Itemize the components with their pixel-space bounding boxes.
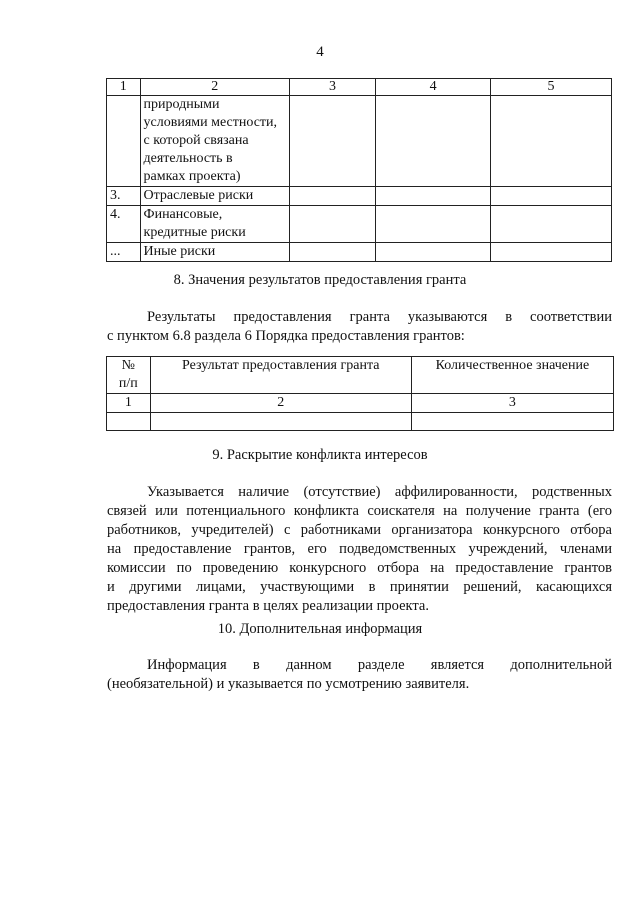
empty-cell [376, 96, 491, 187]
empty-cell [376, 243, 491, 262]
empty-cell [491, 206, 612, 243]
empty-cell [107, 413, 151, 431]
paragraph-line: на предоставление грантов, его подведомственных учреждений, членами [107, 541, 612, 557]
paragraph-line: Указывается наличие (отсутствие) аффилированности, родственных [147, 484, 612, 500]
risk-name-line: условиями местности, [143, 115, 278, 130]
risk-name-line: природными [143, 97, 220, 112]
table-row [107, 413, 614, 431]
row-number: 4. [107, 206, 141, 243]
risk-name: Отраслевые риски [140, 187, 289, 206]
result-header: Результат предоставления гранта [150, 357, 411, 394]
table-header-row [107, 79, 612, 96]
table-row [107, 96, 612, 187]
num-header-line: п/п [118, 376, 138, 391]
table-row [107, 206, 612, 243]
section-9-paragraph [107, 483, 612, 616]
risk-name-line: деятельность в [143, 151, 233, 166]
table-row [107, 187, 612, 206]
paragraph-line: и другими лицами, участвующими в принятии решений, касающихся [107, 579, 612, 595]
empty-cell [289, 206, 375, 243]
row-number: 3. [107, 187, 141, 206]
value-header: Количественное значение [411, 357, 613, 394]
paragraph-line: Результаты предоставления гранта указываются в соответствии [147, 309, 612, 325]
empty-cell [491, 243, 612, 262]
section-10-title: 10. Дополнительная информация [217, 621, 423, 637]
risks-table [106, 78, 612, 262]
table-row [107, 394, 614, 413]
num-header [107, 357, 151, 394]
empty-cell [289, 187, 375, 206]
paragraph-line: (необязательной) и указывается по усмотрению заявителя. [107, 676, 470, 692]
risk-name-line: с которой связана [143, 133, 249, 148]
page-number: 4 [316, 44, 324, 60]
cell: 3 [411, 394, 613, 413]
risk-name-line: Финансовые, [143, 207, 223, 222]
col-4-header: 4 [376, 79, 491, 96]
paragraph-line: Информация в данном разделе является дополнительной [147, 657, 612, 673]
paragraph-line: предоставления гранта в целях реализации проекта. [107, 598, 429, 614]
col-3-header: 3 [289, 79, 375, 96]
risk-name [140, 206, 289, 243]
empty-cell [411, 413, 613, 431]
risk-name: Иные риски [140, 243, 289, 262]
paragraph-line: связей или потенциального конфликта соискателя на получение гранта (его [107, 503, 612, 519]
risk-name [140, 96, 289, 187]
empty-cell [150, 413, 411, 431]
empty-cell [376, 206, 491, 243]
paragraph-line: комиссии по проведению конкурсного отбора на предоставление грантов [107, 560, 612, 576]
table-row [107, 243, 612, 262]
paragraph-line: работников, учредителей) с работниками организатора конкурсного отбора [107, 522, 612, 538]
col-2-header: 2 [140, 79, 289, 96]
num-header-line: № [121, 358, 136, 373]
empty-cell [491, 96, 612, 187]
empty-cell [491, 187, 612, 206]
risk-name-line: рамках проекта) [143, 169, 241, 184]
cell: 1 [107, 394, 151, 413]
section-8-paragraph [107, 308, 612, 346]
paragraph-line: с пунктом 6.8 раздела 6 Порядка предоставления грантов: [107, 328, 465, 344]
results-table [106, 356, 614, 431]
section-9-title: 9. Раскрытие конфликта интересов [212, 447, 428, 463]
row-number [107, 96, 141, 187]
section-8-title: 8. Значения результатов предоставления гранта [173, 272, 467, 288]
table-header-row [107, 357, 614, 394]
row-number: ... [107, 243, 141, 262]
empty-cell [289, 96, 375, 187]
col-1-header: 1 [107, 79, 141, 96]
risk-name-line: кредитные риски [143, 225, 246, 240]
col-5-header: 5 [491, 79, 612, 96]
section-10-paragraph [107, 656, 612, 694]
empty-cell [376, 187, 491, 206]
cell: 2 [150, 394, 411, 413]
empty-cell [289, 243, 375, 262]
